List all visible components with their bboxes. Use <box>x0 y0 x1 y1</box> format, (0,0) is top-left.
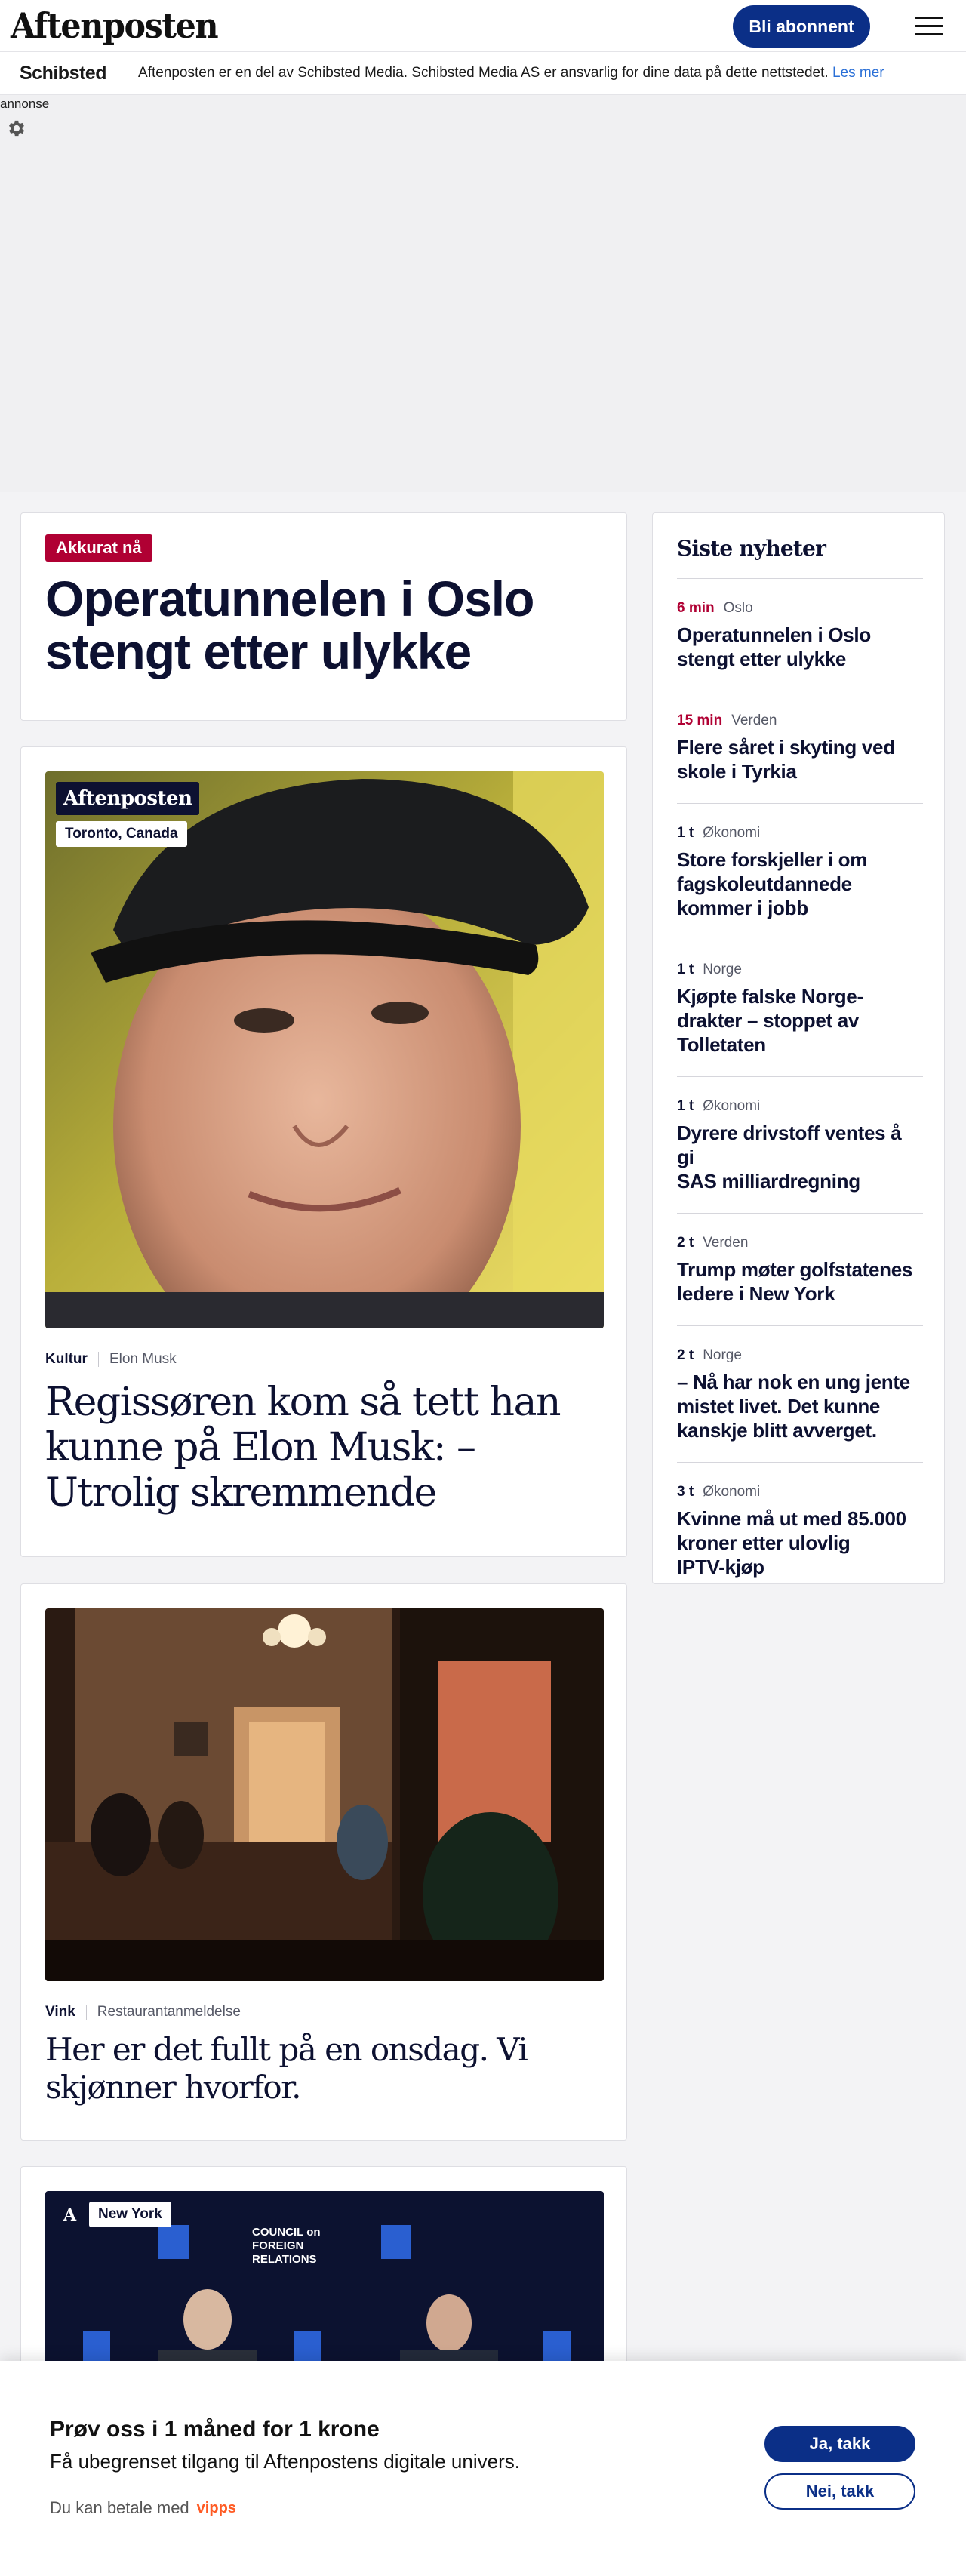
news-time: 1 t <box>677 825 694 841</box>
news-meta <box>677 825 923 842</box>
news-meta <box>677 600 923 617</box>
vipps-logo: vipps <box>196 2499 236 2516</box>
offer-subtitle: Få ubegrenset tilgang til Aftenpostens digitale univers. <box>50 2450 520 2473</box>
decline-offer-button[interactable]: Nei, takk <box>764 2473 915 2510</box>
kicker-divider <box>98 1352 99 1367</box>
news-time: 2 t <box>677 1347 694 1363</box>
article-kicker <box>45 2004 241 2020</box>
schibsted-logo: Schibsted <box>20 62 106 84</box>
latest-news-list <box>677 578 923 1599</box>
banner-line: RELATIONS <box>252 2253 317 2266</box>
news-headline[interactable]: Trump møter golfstatenes ledere i New York <box>677 1258 913 1305</box>
restaurant-photo <box>45 1608 604 1981</box>
news-meta <box>677 1347 923 1364</box>
offer-title: Prøv oss i 1 måned for 1 krone <box>50 2417 380 2442</box>
subscription-offer <box>0 2361 966 2576</box>
news-meta <box>677 712 923 729</box>
news-category: Norge <box>703 962 742 977</box>
portrait-photo <box>45 771 604 1328</box>
article-title[interactable]: Her er det fullt på en onsdag. Vi skjønner hvorfor. <box>45 2031 528 2106</box>
section-label[interactable]: Vink <box>45 2004 75 2020</box>
news-meta <box>677 1484 923 1500</box>
topic-label[interactable]: Elon Musk <box>109 1351 177 1367</box>
news-time: 3 t <box>677 1484 694 1500</box>
ad-area <box>0 95 966 492</box>
subscribe-button[interactable]: Bli abonnent <box>733 5 870 48</box>
schibsted-info-bar <box>0 51 966 95</box>
news-meta <box>677 1098 923 1115</box>
news-time: 2 t <box>677 1235 694 1251</box>
payment-text: Du kan betale med <box>50 2498 189 2517</box>
article-image[interactable] <box>45 771 604 1328</box>
news-list-item[interactable] <box>677 940 923 1076</box>
news-headline[interactable]: Store forskjeller i om fagskoleutdannede kommer i jobb <box>677 848 868 919</box>
news-category: Økonomi <box>703 825 761 841</box>
location-badge: Toronto, Canada <box>56 821 187 847</box>
news-time: 1 t <box>677 1098 694 1114</box>
aftenposten-logo[interactable]: Aftenposten <box>11 5 218 46</box>
schibsted-notice <box>138 65 884 82</box>
banner-line: FOREIGN <box>252 2239 304 2252</box>
news-list-item[interactable] <box>677 1213 923 1325</box>
news-headline[interactable]: Flere såret i skyting ved skole i Tyrkia <box>677 736 895 783</box>
news-category: Økonomi <box>703 1484 761 1500</box>
news-list-item[interactable] <box>677 803 923 940</box>
schibsted-notice-text: Aftenposten er en del av Schibsted Media. Schibsted Media AS er ansvarlig for dine data på dette nettstedet. <box>138 65 829 81</box>
payment-info <box>50 2498 236 2518</box>
news-category: Norge <box>703 1347 742 1363</box>
news-time: 15 min <box>677 712 723 728</box>
news-time: 1 t <box>677 962 694 977</box>
accept-offer-button[interactable]: Ja, takk <box>764 2426 915 2462</box>
banner-text <box>252 2226 321 2267</box>
breaking-title[interactable]: Operatunnelen i Oslo stengt etter ulykke <box>45 571 534 679</box>
news-list-item[interactable] <box>677 1325 923 1462</box>
site-header <box>0 0 966 51</box>
article-title[interactable]: Regissøren kom så tett han kunne på Elon Musk: – Utrolig skremmende <box>45 1380 561 1516</box>
topic-label[interactable]: Restaurantanmeldelse <box>97 2004 241 2020</box>
read-more-link[interactable]: Les mer <box>832 65 884 81</box>
article-kicker <box>45 1351 177 1368</box>
gear-icon[interactable] <box>6 118 27 139</box>
breaking-tag: Akkurat nå <box>45 534 152 562</box>
latest-news-sidebar <box>652 512 945 1584</box>
news-list-item[interactable] <box>677 691 923 803</box>
ad-label: annonse <box>0 97 50 111</box>
sidebar-title: Siste nyheter <box>677 536 826 561</box>
section-label[interactable]: Kultur <box>45 1351 88 1367</box>
news-list-item[interactable] <box>677 578 923 691</box>
location-badge: New York <box>89 2202 171 2227</box>
kicker-divider <box>86 2005 87 2020</box>
hamburger-menu-icon[interactable] <box>915 17 943 36</box>
news-meta <box>677 1235 923 1251</box>
news-category: Oslo <box>723 600 753 616</box>
news-category: Verden <box>731 712 777 728</box>
image-logo-badge: A <box>63 2205 76 2225</box>
image-logo-badge: Aftenposten <box>56 782 199 815</box>
news-list-item[interactable] <box>677 1076 923 1213</box>
breaking-news-card[interactable] <box>20 512 627 721</box>
news-headline[interactable]: Kjøpte falske Norge- drakter – stoppet av Tolletaten <box>677 985 863 1056</box>
news-headline[interactable]: Dyrere drivstoff ventes å gi SAS milliardregning <box>677 1122 902 1193</box>
news-headline[interactable]: – Nå har nok en ung jente mistet livet. Det kunne kanskje blitt avverget. <box>677 1371 910 1442</box>
news-time: 6 min <box>677 600 715 616</box>
article-card[interactable] <box>20 1583 627 2141</box>
news-headline[interactable]: Kvinne må ut med 85.000 kroner etter ulovlig IPTV-kjøp <box>677 1507 906 1578</box>
banner-line: COUNCIL on <box>252 2226 321 2239</box>
article-card[interactable] <box>20 746 627 1557</box>
news-category: Økonomi <box>703 1098 761 1114</box>
news-headline[interactable]: Operatunnelen i Oslo stengt etter ulykke <box>677 623 871 670</box>
news-list-item[interactable] <box>677 1462 923 1599</box>
news-meta <box>677 962 923 978</box>
article-image[interactable] <box>45 1608 604 1981</box>
news-category: Verden <box>703 1235 749 1251</box>
